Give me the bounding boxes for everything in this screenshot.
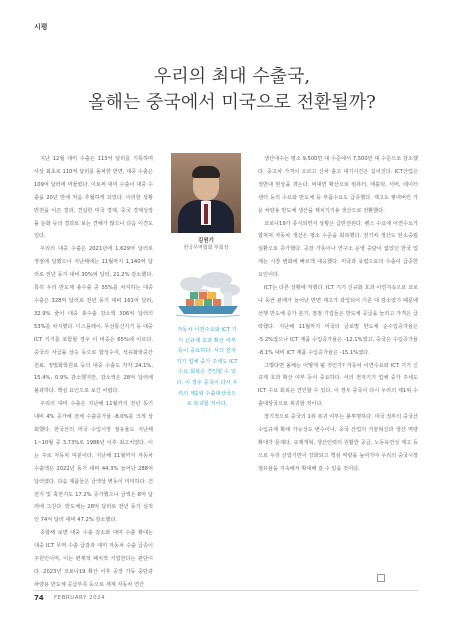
section-label: 시평 bbox=[34, 23, 48, 31]
title-line-2: 올해는 중국에서 미국으로 전환될까? bbox=[88, 92, 376, 113]
page-number: 74 bbox=[34, 594, 44, 602]
body-paragraph: 장기적으로 중국의 1위 복귀 여부는 불투명하다. 미국 정부의 중국산 수입규제 확대 가능성도 변수이나, 중국 산업의 기술혁신과 생산 역량 확대가 문제다. 규제개혁, 생산인력의 원활한 공급, 노동유연성 제고 등으로 우리 산업기반이 강화되고 핵심 역량을 높여가야 우리의 중국시장 점유율을 지속해서 확대해 갈 수 있을 것이다. bbox=[258, 414, 418, 472]
footer-divider bbox=[34, 590, 418, 591]
body-column-right bbox=[258, 153, 418, 476]
body-paragraph: 종합해 보면 대중 수출 감소와 대미 수출 확대는 대중 ICT 무역 수출 급감과 대미 자동차 수출 급증이 주원인이며, 이는 편재적 패치적 기업한다는 판단이다. 2023년 코로나19 확산 이후 공장 가동 중단과 차량용 반도체 공급부족 등으로 세계 자동차 연간 bbox=[34, 530, 153, 588]
author-title: 한국무역협회 부회장 bbox=[183, 245, 229, 251]
author-photo bbox=[171, 153, 241, 233]
body-column-left bbox=[34, 153, 153, 592]
author-name: 김원기 bbox=[198, 238, 214, 244]
article-title bbox=[0, 64, 464, 116]
issue-label: FEBRUARY 2024 bbox=[54, 595, 106, 601]
body-paragraph: 우리의 대중 수출은 2021년에 1,629억 달러로 정점에 달했으나 지난해에는 11월까지 1,140억 달러로 전년 동기 대비 30%억 달러, 21.2% 감소했다. 특히 우리 반도체 총수출 중 55%를 차지하는 대중 수출은 328억 달러로 전년 동기 대비 161억 달러, 32.9% 줄어 대중 총수출 감소액 306억 달러의 53%를 차지했다. 디스플레이, 무선통신기기 등 대중 ICT 기기를 포함할 경우 이 비중은 65%에 이르다. 중국의 자급률 상승 등으로 합성수지, 석유화학중간원료, 정밀화학원료 등의 대중 수출도 각각 24.1%, 15.4%, 0.9% 감소했지만, 감소액은 28억 달러에 불과하다. 핵심 요인으로 보긴 어렵다. bbox=[34, 246, 153, 395]
body-paragraph: 지난 12월 대미 수출은 113억 달러를 기록하며 사상 최초로 110억 달러를 돌파한 반면, 대중 수출은 109억 달러에 머물렀다. 이로써 대미 수출이 대중 수출을 20년 만에 처음 추월하게 되었다. 이러한 상황 반전을 이끈 결과, 견실한 미국 경제, 중국 경제성장률 둔화 등의 결과로 보는 견해가 많으나 다음 이견도 있다. bbox=[34, 156, 153, 240]
end-mark-icon bbox=[377, 574, 385, 582]
body-paragraph: 우리의 대미 수출은 지난해 11월까지 전년 동기 대비 4% 증가해 전체 수출증가율 -8.0%를 크게 상회했다. 한국산의 미국 수입시장 점유율도 지난해 1~10월 중 3.73%로 1986년 이후 최고치였다. 이는 주로 자동차 덕분이다. 지난해 11월까지 자동차 수출액은 2022년 동기 대비 44.3% 늘어난 288억 달러였다. 다음 제품들은 금액상 변동이 미미하다. 건전지 및 축전지도 17.2% 증가했으나 금액은 8억 달러에 그친다. 반도체는 28억 달러로 전년 동기 실적인 74억 달러 대비 47.2% 감소했다. bbox=[34, 401, 153, 524]
title-line-1: 우리의 최대 수출국, bbox=[153, 66, 311, 87]
body-paragraph: 생산대수는 평소 9,500만 대 수준에서 7,500만 대 수준으로 감소했다. 중고차 가격이 오르고 신차 출고 대기시간은 길어진다. ICT산업은 정반대 현상을 겪는다. 비대면 확산으로 컴퓨터, 태블릿, 서버, 데이터센터 등의 수요와 반도체 등 부품수요도 급증했다. 재고도 쌓여버린 가운 차량용 반도체 생산을 제치기기용 생산으로 전환했다. bbox=[258, 156, 418, 214]
body-paragraph: ICT는 다른 상황에 처했다. ICT 기기 신규화 호과 이연지속으로 코로나 동안 판매가 늘어난 반면 재고가 과잉되어 기존 대 감소였기 때문에 선행 반도체 증가 분기, 점점 기업들은 반도체 공급을 늘리고 가격은 급락했다. 지난해 11월까지 미국의 글로벌 반도체 순수입증가율은 -5.2%였으나 ICT 제품 수입증가율은 -12.1%였고, 중국은 수입증가율 -8.1% 대비 ICT 제품 수입증가율은 -15.1%였다. bbox=[258, 285, 418, 356]
pull-quote: 자동차 이연수요와 ICT 기기 신규제 호과 확산 여부 등이 중요하다. 서의 전자기기 업체 중가 주세도 ICT 수요 회복은 견인할 수 있다. 이 경우 중국이 다시 우리의 제1위 수출대상국으로 복귀할 것이다. bbox=[176, 327, 238, 408]
trade-illustration-icon bbox=[172, 270, 244, 318]
body-paragraph: 코로나19가 종식되면서 상황은 급반전된다. 펜스 수요에 이연수요가 합쳐져 자동차 생산은 평소 수준을 회복했다. 전기차 생산도 탄소중립 일환으로 증가했다. 공장 가동이나 연구소 운영 중단이 없었던 한국 업계는 시장 변화에 빠르게 대응했다. 미국과 유럽으로의 수출이 급증한 요인이다. bbox=[258, 220, 418, 279]
body-paragraph: 그렇다면 올해는 어떻게 될 것인가? 자동차 이연수요와 ICT 기기 신규제 호과 확산 여부 등이 중요하다. 서의 전자기기 업체 중가 주세도 ICT 수요 회복은 견인할 수 있다. 이 경우 중국이 다시 우리의 제1위 수출대상국으로 복귀할 것이다. bbox=[258, 362, 418, 408]
